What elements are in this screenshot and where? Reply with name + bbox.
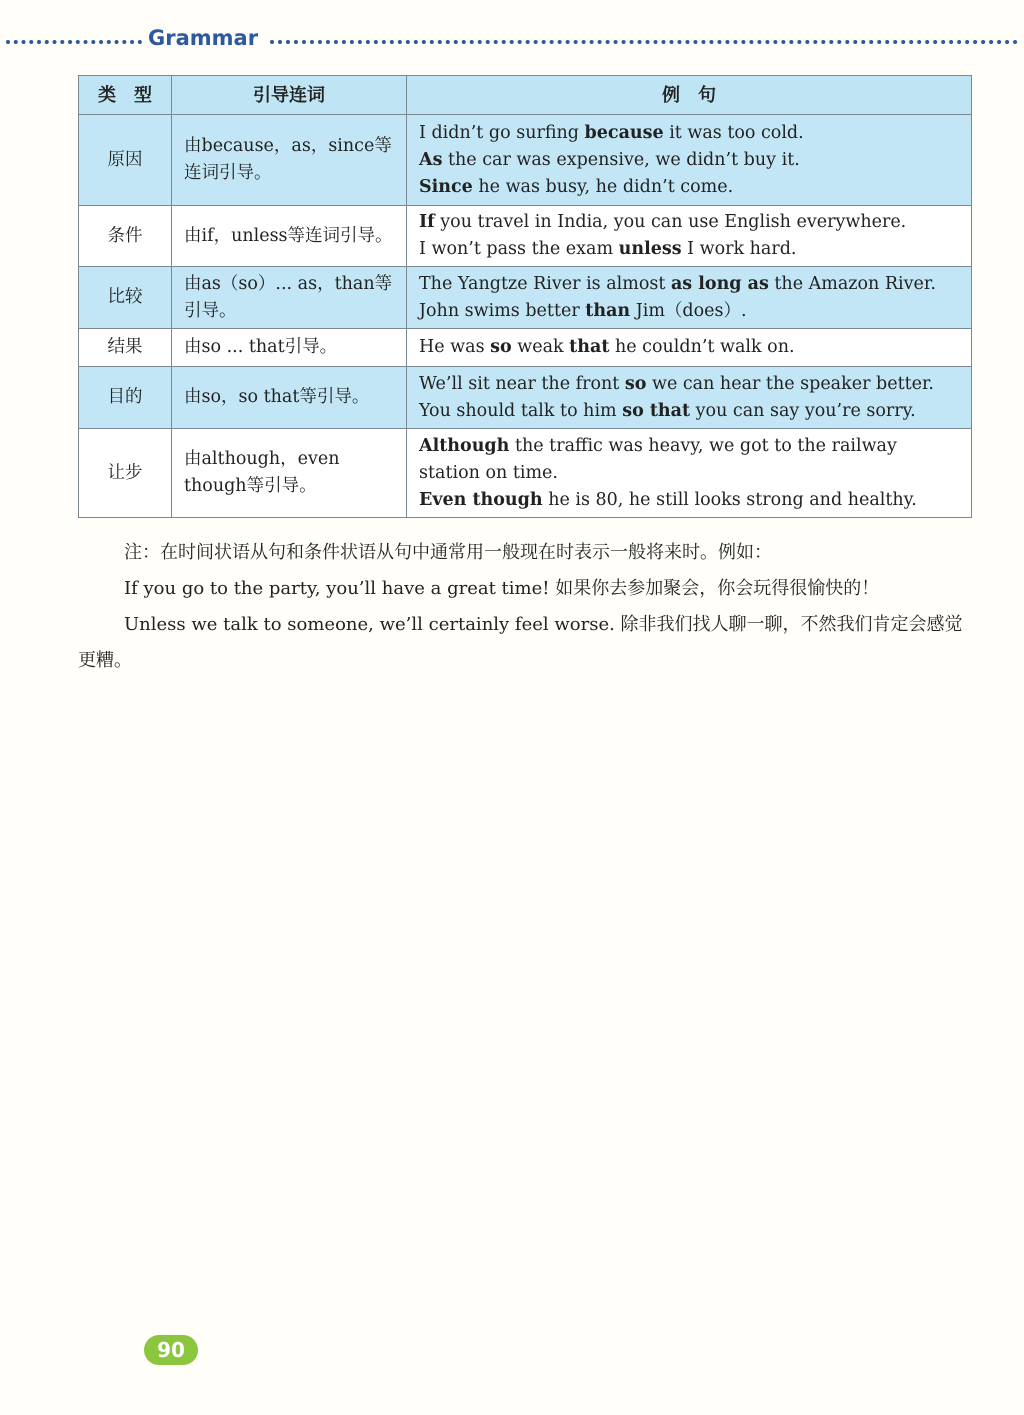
conjunction-desc: 由as（so）... as，than等引导。 (172, 267, 407, 329)
keyword: so (624, 373, 647, 394)
sentence-text: he is 80, he still looks strong and healthy. (542, 489, 917, 510)
example-sentence: Unless we talk to someone, we’ll certainly feel worse. 除非我们找人聊一聊，不然我们肯定会感觉更糟。 (78, 614, 963, 671)
sentence-text: I won’t pass the exam (419, 239, 619, 259)
sentence-text: Jim（does）. (630, 300, 747, 321)
sentence-text: it was too cold. (663, 122, 804, 143)
keyword: than (585, 300, 631, 321)
sentence-text: weak (511, 337, 570, 357)
dotted-rule-right (270, 40, 1018, 44)
keyword: so (490, 337, 512, 357)
example-sentence (419, 371, 959, 398)
sentence-text: the car was expensive, we didn’t buy it. (442, 149, 800, 170)
example-sentence (419, 147, 959, 174)
table-header-row (79, 76, 972, 115)
example-sentence (419, 398, 959, 425)
example-cell (407, 206, 972, 267)
example-cell (407, 429, 972, 518)
header-type: 类 型 (79, 76, 172, 115)
example-sentence (419, 209, 959, 236)
note-text: 注：在时间状语从句和条件状语从句中通常用一般现在时表示一般将来时。例如： (124, 542, 772, 563)
clause-type: 条件 (79, 206, 172, 267)
sentence-text: You should talk to him (419, 400, 623, 421)
sentence-text: the traffic was heavy, we got to the railway station on time. (419, 435, 897, 483)
sentence-text: The Yangtze River is almost (419, 273, 671, 294)
table-row (79, 329, 972, 367)
clause-type: 让步 (79, 429, 172, 518)
example-sentence (419, 487, 959, 514)
section-title: Grammar (148, 26, 259, 50)
example-cell (407, 367, 972, 429)
keyword: because (584, 122, 664, 143)
adverbial-clause-table (78, 75, 972, 518)
keyword: unless (618, 239, 682, 259)
table-row (79, 429, 972, 518)
conjunction-desc: 由so，so that等引导。 (172, 367, 407, 429)
clause-type: 目的 (79, 367, 172, 429)
page-number-badge: 90 (144, 1335, 198, 1365)
sentence-text: you can say you’re sorry. (690, 400, 916, 421)
sentence-text: he couldn’t walk on. (609, 337, 795, 357)
conjunction-desc: 由although，even though等引导。 (172, 429, 407, 518)
dotted-rule-left (6, 40, 142, 44)
clause-type: 原因 (79, 115, 172, 206)
keyword: If (419, 212, 435, 232)
section-header (0, 26, 1024, 56)
header-example: 例 句 (407, 76, 972, 115)
example-cell (407, 115, 972, 206)
example-sentence (419, 236, 959, 263)
sentence-text: he was busy, he didn’t come. (472, 176, 734, 197)
keyword: that (569, 337, 610, 357)
example-cell (407, 329, 972, 367)
example-sentence (419, 334, 959, 361)
sentence-text: we can hear the speaker better. (646, 373, 934, 394)
keyword: as long as (670, 273, 769, 294)
header-conjunction: 引导连词 (172, 76, 407, 115)
sentence-text: We’ll sit near the front (419, 373, 625, 394)
table-row (79, 206, 972, 267)
example-sentence (419, 271, 959, 298)
table-row (79, 115, 972, 206)
example-cell (407, 267, 972, 329)
example-sentence (419, 298, 959, 325)
clause-type: 比较 (79, 267, 172, 329)
conjunction-desc: 由because，as，since等连词引导。 (172, 115, 407, 206)
keyword: Since (419, 176, 473, 197)
sentence-text: He was (419, 337, 491, 357)
table-row (79, 367, 972, 429)
sentence-text: I work hard. (681, 239, 797, 259)
notes-section (78, 535, 978, 679)
conjunction-desc: 由if，unless等连词引导。 (172, 206, 407, 267)
table-row (79, 267, 972, 329)
keyword: Even though (419, 489, 543, 510)
clause-type: 结果 (79, 329, 172, 367)
keyword: Although (419, 435, 510, 456)
example-sentence (419, 433, 959, 487)
conjunction-desc: 由so ... that引导。 (172, 329, 407, 367)
sentence-text: John swims better (419, 300, 586, 321)
keyword: so that (622, 400, 691, 421)
keyword: As (419, 149, 443, 170)
sentence-text: I didn’t go surfing (419, 122, 585, 143)
example-sentence: If you go to the party, you’ll have a great time! 如果你去参加聚会，你会玩得很愉快的！ (124, 578, 880, 599)
sentence-text: the Amazon River. (768, 273, 936, 294)
example-sentence (419, 174, 959, 201)
sentence-text: you travel in India, you can use English everywhere. (434, 212, 907, 232)
example-sentence (419, 120, 959, 147)
